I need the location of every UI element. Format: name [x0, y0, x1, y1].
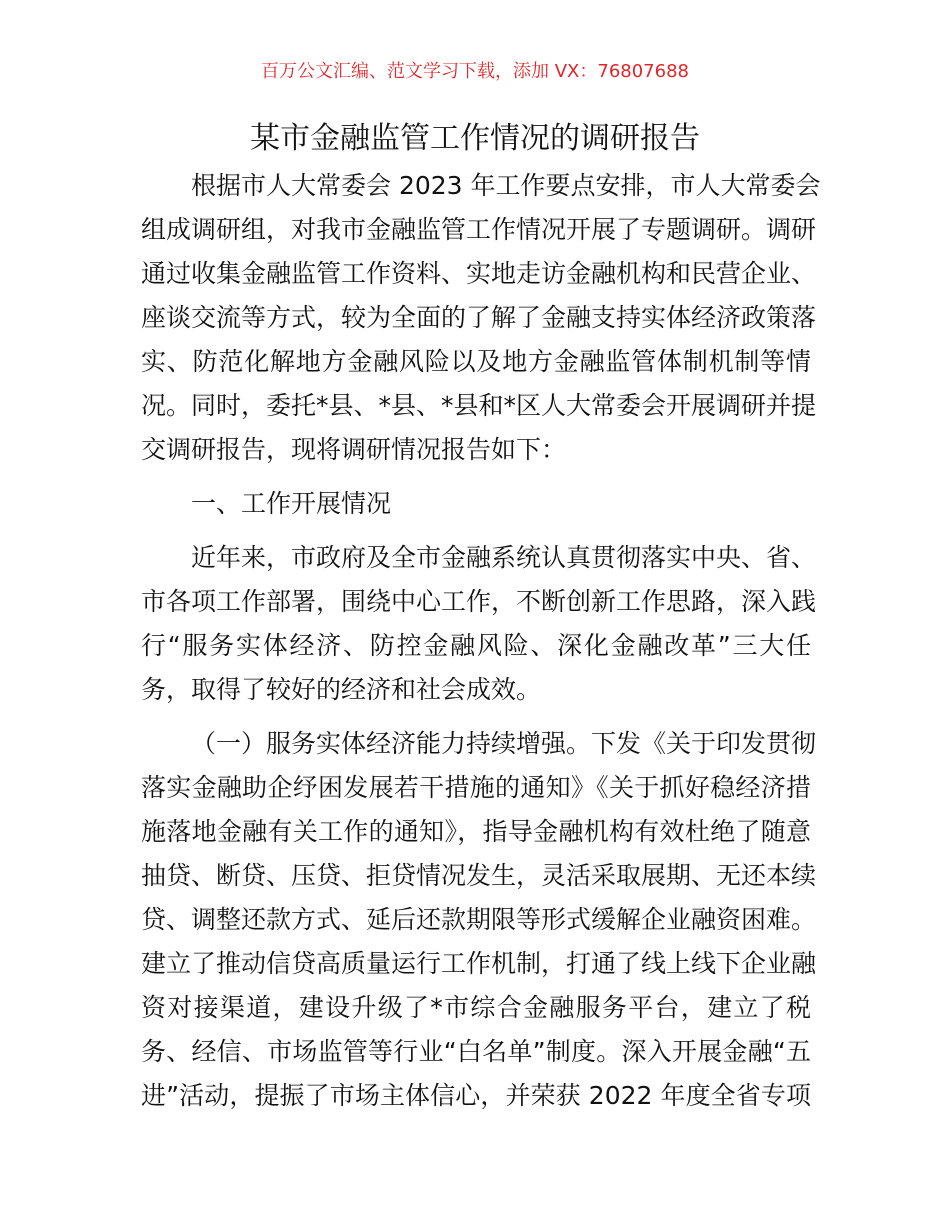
- text-line: 务，取得了较好的经济和社会成效。: [141, 675, 542, 704]
- text-line: 通过收集金融监管工作资料、实地走访金融机构和民营企业、: [141, 259, 817, 288]
- paragraph-intro: [141, 164, 821, 472]
- paragraph-overview: [141, 536, 817, 712]
- text-line: 进”活动，提振了市场主体信心，并荣获 2022 年度全省专项: [141, 1081, 811, 1110]
- text-line: 组成调研组，对我市金融监管工作情况开展了专题调研。调研: [141, 215, 817, 244]
- heading-line: 一、工作开展情况: [191, 489, 392, 518]
- text-line: 根据市人大常委会 2023 年工作要点安排，市人大常委会: [191, 171, 821, 200]
- document-body: [141, 164, 821, 1118]
- text-line: 建立了推动信贷高质量运行工作机制，打通了线上线下企业融: [141, 949, 817, 978]
- text-line: 务、经信、市场监管等行业“白名单”制度。深入开展金融“五: [141, 1037, 811, 1066]
- text-line: 施落地金融有关工作的通知》，指导金融机构有效杜绝了随意: [141, 817, 811, 846]
- text-line: 资对接渠道，建设升级了*市综合金融服务平台，建立了税: [141, 993, 811, 1022]
- text-line: 交调研报告，现将调研情况报告如下：: [141, 435, 567, 464]
- watermark-banner: 百万公文汇编、范文学习下载，添加 VX：76807688: [261, 61, 689, 82]
- text-line: 近年来，市政府及全市金融系统认真贯彻落实中央、省、: [191, 543, 817, 572]
- text-line: 实、防范化解地方金融风险以及地方金融监管体制机制等情: [141, 347, 811, 376]
- text-line: （一）服务实体经济能力持续增强。下发《关于印发贯彻: [191, 729, 817, 758]
- text-line: 落实金融助企纾困发展若干措施的通知》《关于抓好稳经济措: [141, 773, 811, 802]
- text-line: 行“服务实体经济、防控金融风险、深化金融改革”三大任: [141, 631, 811, 660]
- paragraph-subsection-1: [141, 722, 817, 1118]
- section-heading: [141, 482, 811, 526]
- text-line: 况。同时，委托*县、*县、*县和*区人大常委会开展调研并提: [141, 391, 817, 420]
- document-title: 某市金融监管工作情况的调研报告: [250, 121, 700, 156]
- text-line: 市各项工作部署，围绕中心工作，不断创新工作思路，深入践: [141, 587, 817, 616]
- text-line: 座谈交流等方式，较为全面的了解了金融支持实体经济政策落: [141, 303, 817, 332]
- text-line: 抽贷、断贷、压贷、拒贷情况发生，灵活采取展期、无还本续: [141, 861, 817, 890]
- text-line: 贷、调整还款方式、延后还款期限等形式缓解企业融资困难。: [141, 905, 817, 934]
